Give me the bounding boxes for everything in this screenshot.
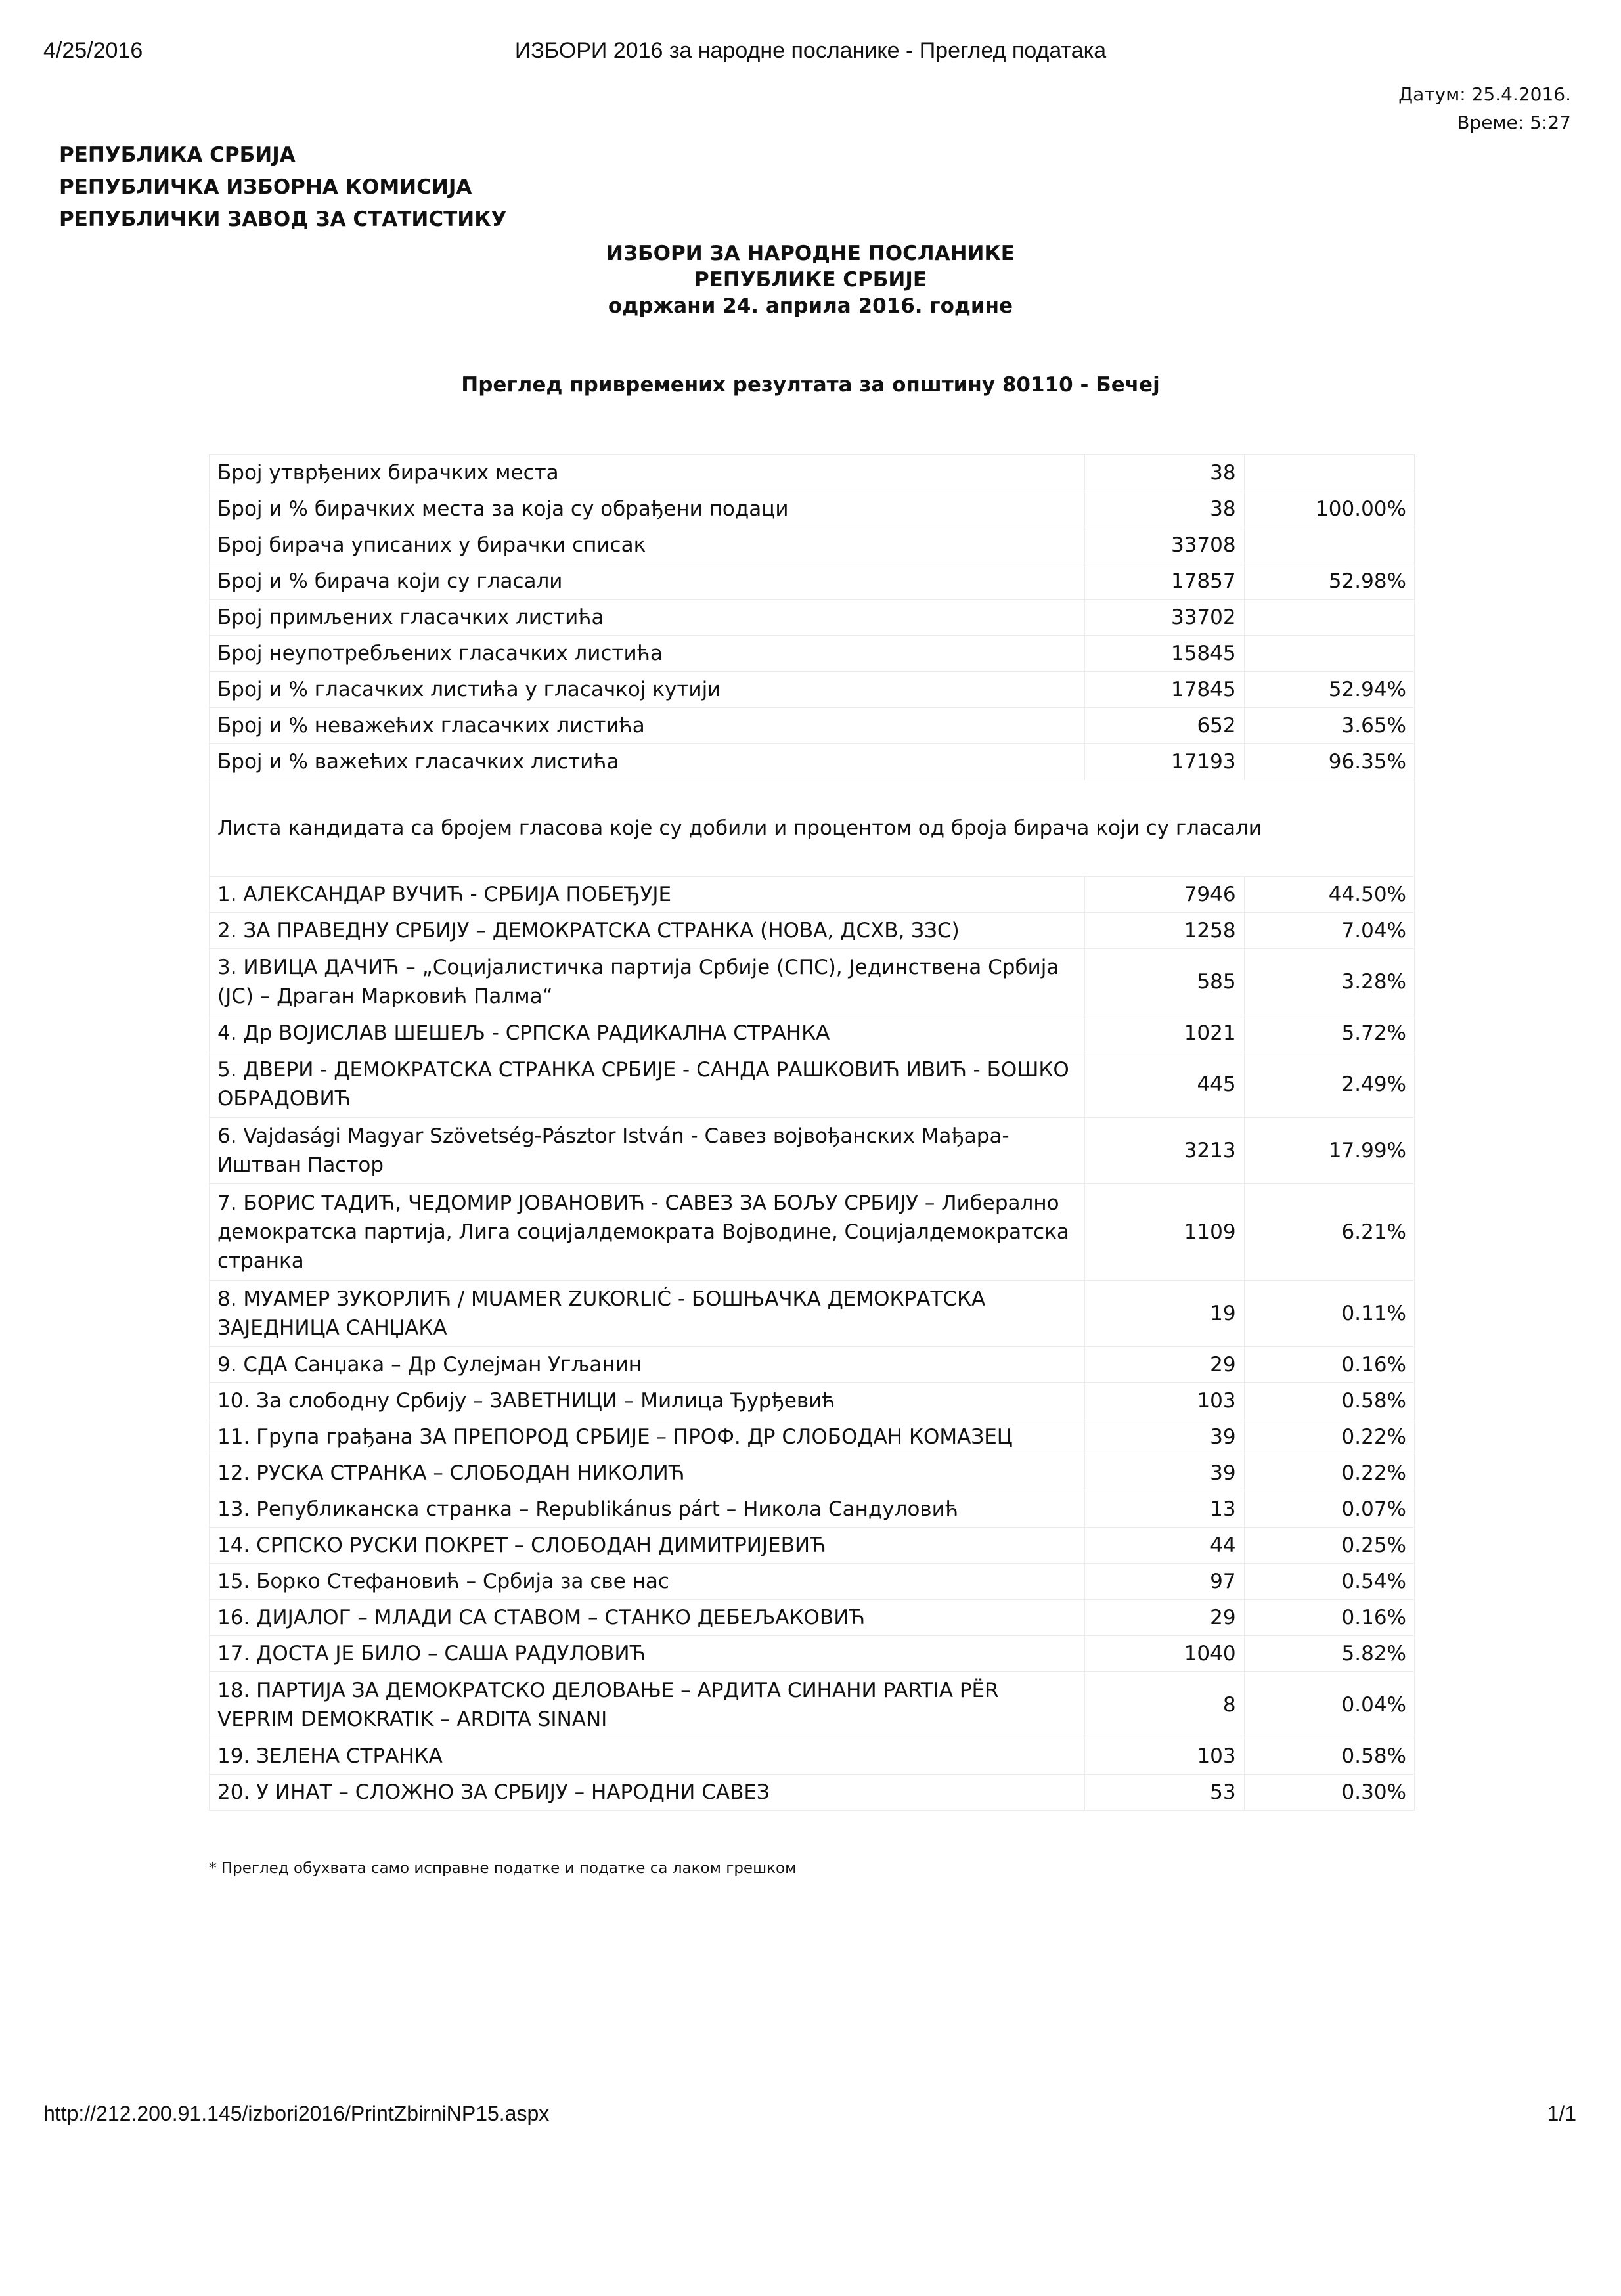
stat-label: Број и % бирача који су гласали [210,563,1085,600]
election-title [0,240,1621,319]
candidate-row [210,1347,1415,1383]
stat-row [210,563,1415,600]
stat-percent: 52.94% [1244,672,1414,708]
candidate-row [210,1528,1415,1564]
institutions-block [59,139,506,236]
stat-label: Број и % важећих гласачких листића [210,744,1085,780]
candidate-votes: 44 [1084,1528,1244,1564]
candidate-row [210,1184,1415,1281]
candidate-row [210,1564,1415,1600]
results-table [209,454,1415,1811]
stat-value: 33708 [1084,527,1244,563]
candidate-percent: 7.04% [1244,913,1414,949]
candidate-percent: 0.22% [1244,1455,1414,1491]
stat-value: 17845 [1084,672,1244,708]
candidate-votes: 3213 [1084,1118,1244,1184]
candidate-percent: 0.04% [1244,1672,1414,1738]
print-url: http://212.200.91.145/izbori2016/PrintZbirniNP15.aspx [43,2102,550,2125]
candidate-row [210,1015,1415,1051]
candidate-name: 11. Група грађана ЗА ПРЕПОРОД СРБИЈЕ – ПРОФ. ДР СЛОБОДАН КОМАЗЕЦ [210,1419,1085,1455]
candidate-name: 16. ДИЈАЛОГ – МЛАДИ СА СТАВОМ – СТАНКО ДЕБЕЉАКОВИЋ [210,1600,1085,1636]
candidate-name: 5. ДВЕРИ - ДЕМОКРАТСКА СТРАНКА СРБИЈЕ - САНДА РАШКОВИЋ ИВИЋ - БОШКО ОБРАДОВИЋ [210,1051,1085,1118]
candidate-votes: 1258 [1084,913,1244,949]
stat-percent [1244,455,1414,491]
stat-value: 652 [1084,708,1244,744]
footnote: * Преглед обухвата само исправне податке и податке са лаком грешком [209,1860,797,1877]
candidate-row [210,1419,1415,1455]
candidate-row [210,1491,1415,1528]
candidate-percent: 0.30% [1244,1775,1414,1811]
stat-label: Број и % бирачких места за која су обрађени подаци [210,491,1085,527]
election-title-line: ИЗБОРИ ЗА НАРОДНЕ ПОСЛАНИКЕ [606,242,1015,265]
candidate-votes: 29 [1084,1347,1244,1383]
candidate-votes: 19 [1084,1281,1244,1347]
candidate-percent: 0.25% [1244,1528,1414,1564]
stat-row [210,708,1415,744]
report-meta [1398,80,1571,137]
candidate-row [210,877,1415,913]
candidate-votes: 7946 [1084,877,1244,913]
stat-label: Број примљених гласачких листића [210,600,1085,636]
institution-line: РЕПУБЛИКА СРБИЈА [59,143,296,167]
candidate-row [210,1281,1415,1347]
candidate-percent: 44.50% [1244,877,1414,913]
report-date: Датум: 25.4.2016. [1398,83,1571,105]
candidate-votes: 53 [1084,1775,1244,1811]
stat-value: 33702 [1084,600,1244,636]
candidate-name: 18. ПАРТИЈА ЗА ДЕМОКРАТСКО ДЕЛОВАЊЕ – АРДИТА СИНАНИ PARTIA PËR VEPRIM DEMOKRATIK – ARDITA SINANI [210,1672,1085,1738]
candidate-name: 2. ЗА ПРАВЕДНУ СРБИЈУ – ДЕМОКРАТСКА СТРАНКА (НОВА, ДСХВ, ЗЗС) [210,913,1085,949]
stat-value: 38 [1084,491,1244,527]
report-time: Време: 5:27 [1457,112,1571,133]
candidate-votes: 1109 [1084,1184,1244,1281]
stat-percent: 52.98% [1244,563,1414,600]
candidate-name: 10. За слободну Србију – ЗАВЕТНИЦИ – Милица Ђурђевић [210,1383,1085,1419]
stat-value: 15845 [1084,636,1244,672]
candidate-votes: 13 [1084,1491,1244,1528]
candidate-name: 8. МУАМЕР ЗУКОРЛИЋ / MUAMER ZUKORLIĆ - БОШЊАЧКА ДЕМОКРАТСКА ЗАЈЕДНИЦА САНЏАКА [210,1281,1085,1347]
stat-label: Број и % гласачких листића у гласачкој кутији [210,672,1085,708]
candidate-percent: 0.58% [1244,1738,1414,1775]
election-title-line: одржани 24. априла 2016. године [608,294,1013,318]
candidate-name: 3. ИВИЦА ДАЧИЋ – „Социјалистичка партија Србије (СПС), Јединствена Србија (ЈС) – Драган Марковић Палма“ [210,949,1085,1015]
candidate-votes: 585 [1084,949,1244,1015]
candidate-row [210,913,1415,949]
stat-percent: 96.35% [1244,744,1414,780]
candidate-percent: 5.72% [1244,1015,1414,1051]
candidate-percent: 0.16% [1244,1347,1414,1383]
election-title-line: РЕПУБЛИКЕ СРБИЈЕ [694,268,927,292]
candidate-name: 7. БОРИС ТАДИЋ, ЧЕДОМИР ЈОВАНОВИЋ - САВЕЗ ЗА БОЉУ СРБИЈУ – Либерално демократска партија, Лига социјалдемократа Војводине, Социјалдемократска странка [210,1184,1085,1281]
print-page-title: ИЗБОРИ 2016 за народне посланике - Преглед података [514,38,1107,63]
candidate-percent: 3.28% [1244,949,1414,1015]
stat-percent [1244,600,1414,636]
candidate-votes: 1040 [1084,1636,1244,1672]
candidate-list-heading: Листа кандидата са бројем гласова које су добили и процентом од броја бирача који су гласали [210,780,1415,877]
print-date: 4/25/2016 [43,38,143,63]
candidate-row [210,1775,1415,1811]
candidate-row [210,1738,1415,1775]
stat-percent: 3.65% [1244,708,1414,744]
stat-row [210,455,1415,491]
candidate-list-heading-row [210,780,1415,877]
stat-row [210,600,1415,636]
candidate-row [210,1383,1415,1419]
candidate-row [210,1672,1415,1738]
candidate-name: 13. Републиканска странка – Republikánus párt – Никола Сандуловић [210,1491,1085,1528]
stat-percent [1244,527,1414,563]
candidate-name: 17. ДОСТА ЈЕ БИЛО – САША РАДУЛОВИЋ [210,1636,1085,1672]
candidate-name: 15. Борко Стефановић – Србија за све нас [210,1564,1085,1600]
candidate-percent: 17.99% [1244,1118,1414,1184]
candidate-row [210,1118,1415,1184]
candidate-percent: 0.22% [1244,1419,1414,1455]
candidate-percent: 0.58% [1244,1383,1414,1419]
candidate-percent: 0.54% [1244,1564,1414,1600]
candidate-percent: 0.16% [1244,1600,1414,1636]
candidate-votes: 8 [1084,1672,1244,1738]
candidate-name: 12. РУСКА СТРАНКА – СЛОБОДАН НИКОЛИЋ [210,1455,1085,1491]
stat-label: Број и % неважећих гласачких листића [210,708,1085,744]
candidate-percent: 0.11% [1244,1281,1414,1347]
candidate-votes: 29 [1084,1600,1244,1636]
print-page-number: 1/1 [1547,2102,1576,2125]
stat-row [210,527,1415,563]
candidate-percent: 5.82% [1244,1636,1414,1672]
stat-row [210,491,1415,527]
candidate-name: 1. АЛЕКСАНДАР ВУЧИЋ - СРБИЈА ПОБЕЂУЈЕ [210,877,1085,913]
candidate-percent: 2.49% [1244,1051,1414,1118]
stat-percent [1244,636,1414,672]
stat-row [210,744,1415,780]
stat-label: Број неупотребљених гласачких листића [210,636,1085,672]
candidate-row [210,1051,1415,1118]
stat-row [210,636,1415,672]
candidate-name: 4. Др ВОЈИСЛАВ ШЕШЕЉ - СРПСКА РАДИКАЛНА СТРАНКА [210,1015,1085,1051]
candidate-votes: 103 [1084,1738,1244,1775]
candidate-name: 14. СРПСКО РУСКИ ПОКРЕТ – СЛОБОДАН ДИМИТРИЈЕВИЋ [210,1528,1085,1564]
candidate-name: 9. СДА Санџака – Др Сулејман Угљанин [210,1347,1085,1383]
candidate-votes: 445 [1084,1051,1244,1118]
candidate-percent: 0.07% [1244,1491,1414,1528]
candidate-row [210,1600,1415,1636]
candidate-votes: 103 [1084,1383,1244,1419]
candidate-votes: 97 [1084,1564,1244,1600]
stat-value: 38 [1084,455,1244,491]
stat-label: Број утврђених бирачких места [210,455,1085,491]
candidate-row [210,1455,1415,1491]
stat-row [210,672,1415,708]
candidate-votes: 1021 [1084,1015,1244,1051]
candidate-votes: 39 [1084,1455,1244,1491]
institution-line: РЕПУБЛИЧКИ ЗАВОД ЗА СТАТИСТИКУ [59,208,507,231]
stat-label: Број бирача уписаних у бирачки списак [210,527,1085,563]
institution-line: РЕПУБЛИЧКА ИЗБОРНА КОМИСИЈА [59,175,472,199]
candidate-name: 6. Vajdasági Magyar Szövetség-Pásztor István - Савез војвођанских Мађара-Иштван Пастор [210,1118,1085,1184]
results-subtitle: Преглед привремених резултата за општину 80110 - Бечеј [461,373,1160,397]
stat-value: 17193 [1084,744,1244,780]
stat-percent: 100.00% [1244,491,1414,527]
candidate-percent: 6.21% [1244,1184,1414,1281]
candidate-row [210,1636,1415,1672]
candidate-row [210,949,1415,1015]
candidate-name: 20. У ИНАТ – СЛОЖНО ЗА СРБИЈУ – НАРОДНИ САВЕЗ [210,1775,1085,1811]
candidate-votes: 39 [1084,1419,1244,1455]
stat-value: 17857 [1084,563,1244,600]
candidate-name: 19. ЗЕЛЕНА СТРАНКА [210,1738,1085,1775]
